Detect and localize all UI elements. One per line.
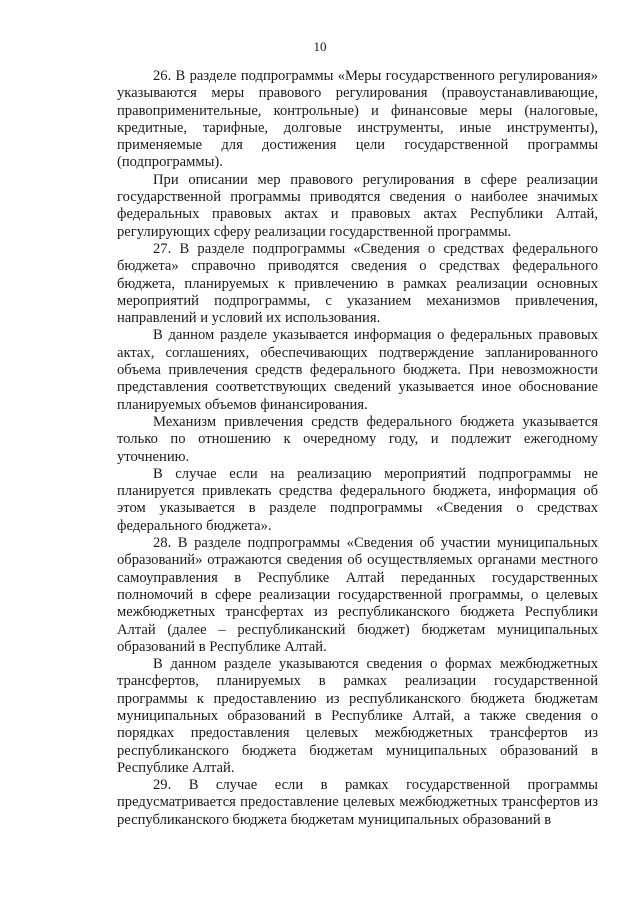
paragraph-26-legal-regulation: При описании мер правового регулирования в сфере реализации государственной программы приводятся сведения о наиболее значимых федеральных правовых актах и правовых актах Республики Алтай, регулирующих сферу реализации государственной программы. — [117, 171, 598, 240]
page-number: 10 — [313, 39, 327, 54]
paragraph-27-legal-acts: В данном разделе указывается информация о федеральных правовых актах, соглашениях, обеспечивающих подтверждение запланированного объема привлечения средств федерального бюджета. При невозможности представления соответствующих сведений указывается иное обоснование планируемых объемов финансирования. — [117, 327, 598, 413]
paragraph-29: 29. В случае если в рамках государственной программы предусматривается предоставление целевых межбюджетных трансфертов из республиканского бюджета бюджетам муниципальных образований в — [117, 777, 598, 828]
paragraph-28: 28. В разделе подпрограммы «Сведения об участии муниципальных образований» отражаются сведения об осуществляемых органами местного самоуправления в Республике Алтай переданных государственных полномочий в сфере реализации государственной программы, о целевых межбюджетных трансфертах из республиканского бюджета Республики Алтай (далее – республиканский бюджет) бюджетам муниципальных образований в Республике Алтай. — [117, 535, 598, 655]
paragraph-27-mechanism: Механизм привлечения средств федерального бюджета указывается только по отношению к очередному году, и подлежит ежегодному уточнению. — [117, 413, 598, 465]
document-body — [117, 68, 598, 829]
paragraph-26: 26. В разделе подпрограммы «Меры государственного регулирования» указываются меры правового регулирования (правоустанавливающие, правоприменительные, контрольные) и финансовые меры (налоговые, кредитные, тарифные, долговые инструменты, иные инструменты), применяемые для достижения цели государственной программы (подпрограммы). — [117, 68, 598, 171]
paragraph-27: 27. В разделе подпрограммы «Сведения о средствах федерального бюджета» справочно приводятся сведения о средствах федерального бюджета, планируемых к привлечению в рамках реализации основных мероприятий подпрограммы, с указанием механизмов привлечения, направлений и условий их использования. — [117, 240, 598, 327]
paragraph-28-transfer-forms: В данном разделе указываются сведения о формах межбюджетных трансфертов, планируемых в рамках реализации государственной программы к предоставлению из республиканского бюджета бюджетам муниципальных образований в Республике Алтай, а также сведения о порядках предоставления целевых межбюджетных трансфертов из республиканского бюджета бюджетам муниципальных образований в Республике Алтай. — [117, 656, 598, 776]
paragraph-27-no-federal-funds: В случае если на реализацию мероприятий подпрограммы не планируется привлекать средства федерального бюджета, информация об этом указывается в разделе подпрограммы «Сведения о средствах федерального бюджета». — [117, 465, 598, 534]
